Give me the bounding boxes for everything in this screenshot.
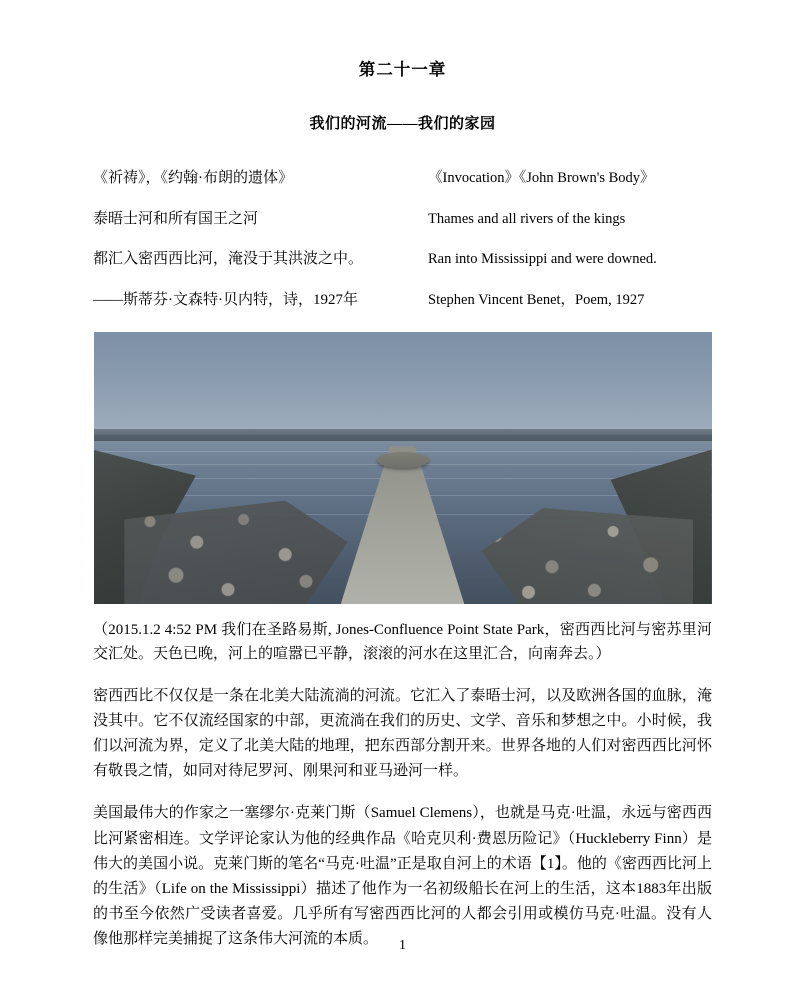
figure-caption: （2015.1.2 4:52 PM 我们在圣路易斯, Jones-Confluence Point State Park，密西西比河与密苏里河交汇处。天色已晚，河上的喧嚣已平静，滚滚的河水在这里汇合，向南奔去。） — [93, 622, 712, 663]
epigraph-row — [93, 169, 712, 189]
epigraph-block — [93, 169, 712, 310]
epigraph-attribution-english: Stephen Vincent Benet，Poem, 1927 — [428, 291, 645, 308]
epigraph-attribution-row — [93, 291, 712, 311]
page-number: 1 — [399, 938, 406, 953]
body-paragraph-2: 美国最伟大的作家之一塞缪尔·克莱门斯（Samuel Clemens），也就是马克·吐温，永远与密西西比河紧密相连。文学评论家认为他的经典作品《哈克贝利·费恩历险记》（Huckleberry Finn）是伟大的美国小说。克莱门斯的笔名“马克·吐温”正是取自河上的术语【1】。他的《密西西比河上的生活》（Life on the Mississippi）描述了他作为一名初级船长在河上的生活，这本1883年出版的书至今依然广受读者喜爱。几乎所有写密西西比河的人都会引用或模仿马克·吐温。没有人像他那样完美捕捉了这条伟大河流的本质。 — [93, 805, 712, 948]
photo-treeline — [94, 429, 712, 441]
epigraph-chinese: 《祈祷》，《约翰·布朗的遗体》 — [93, 170, 293, 186]
figure-container — [93, 332, 712, 604]
epigraph-chinese: 泰晤士河和所有国王之河 — [93, 210, 259, 227]
epigraph-chinese: 都汇入密西西比河，淹没于其洪波之中。 — [93, 251, 364, 267]
epigraph-row — [93, 210, 712, 230]
body-paragraph-1: 密西西比不仅仅是一条在北美大陆流淌的河流。它汇入了泰晤士河，以及欧洲各国的血脉，淹没其中。它不仅流经国家的中部，更流淌在我们的历史、文学、音乐和梦想之中。小时候，我们以河流为界，定义了北美大陆的地理，把东西部分割开来。世界各地的人们对密西西比河怀有敬畏之情，如同对待尼罗河、刚果河和亚马逊河一样。 — [93, 687, 712, 780]
epigraph-english: Ran into Mississippi and were downed. — [428, 251, 657, 267]
epigraph-row — [93, 250, 712, 270]
mississippi-confluence-photo — [94, 332, 712, 604]
page-subtitle: 我们的河流——我们的家园 — [309, 116, 496, 132]
photo-sky — [94, 332, 712, 435]
photo-pier-cap — [377, 452, 429, 468]
chapter-title: 第二十一章 — [358, 60, 447, 79]
epigraph-english: 《Invocation》《John Brown's Body》 — [428, 170, 655, 186]
epigraph-english: Thames and all rivers of the kings — [428, 210, 626, 227]
epigraph-attribution-chinese: ——斯蒂芬·文森特·贝内特，诗，1927年 — [93, 291, 358, 308]
